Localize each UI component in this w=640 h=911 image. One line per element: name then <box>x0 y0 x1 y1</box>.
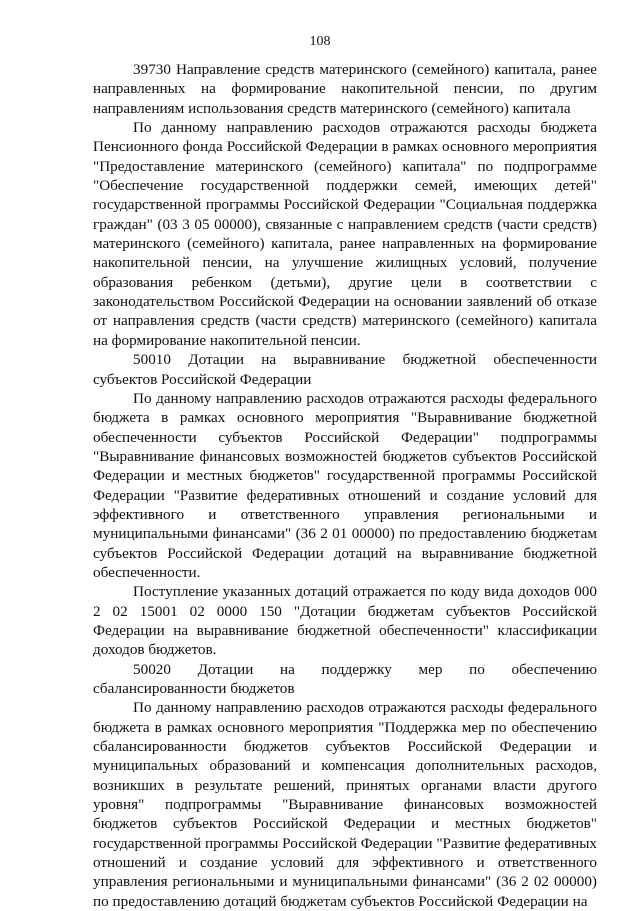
paragraph-50020-description: По данному направлению расходов отражаются расходы федерального бюджета в рамках основного мероприятия "Поддержка мер по обеспечению сбалансированности бюджетов субъектов Российской Федерации и муниципальных образований и компенсация дополнительных расходов, возникших в результате решений, принятых органами власти другого уровня" подпрограммы "Выравнивание финансовых возможностей бюджетов субъектов Российской Федерации и местных бюджетов" государственной программы Российской Федерации "Развитие федеративных отношений и создание условий для эффективного и ответственного управления региональными и муниципальными финансами" (36 2 02 00000) по предоставлению дотаций бюджетам субъектов Российской Федерации на <box>93 699 597 910</box>
document-body <box>93 60 597 911</box>
paragraph-50020-heading: 50020 Дотации на поддержку мер по обеспечению сбалансированности бюджетов <box>93 660 597 697</box>
paragraph-50010-description: По данному направлению расходов отражаются расходы федерального бюджета в рамках основного мероприятия "Выравнивание бюджетной обеспеченности субъектов Российской Федерации" подпрограммы "Выравнивание финансовых возможностей бюджетов субъектов Российской Федерации и местных бюджетов" государственной программы Российской Федерации "Развитие федеративных отношений и создание условий для эффективного и ответственного управления региональными и муниципальными финансами" (36 2 01 00000) по предоставлению бюджетам субъектов Российской Федерации дотаций на выравнивание бюджетной обеспеченности. <box>93 389 597 581</box>
page-number: 108 <box>309 34 331 49</box>
paragraph-50010-heading: 50010 Дотации на выравнивание бюджетной обеспеченности субъектов Российской Федерации <box>93 351 597 388</box>
paragraph-39730-heading: 39730 Направление средств материнского (семейного) капитала, ранее направленных на формирование накопительной пенсии, по другим направлениям использования средств материнского (семейного) капитала <box>93 61 597 117</box>
paragraph-39730-description: По данному направлению расходов отражаются расходы бюджета Пенсионного фонда Российской Федерации в рамках основного мероприятия "Предоставление материнского (семейного) капитала" по подпрограмме "Обеспечение государственной поддержки семей, имеющих детей" государственной программы Российской Федерации "Социальная поддержка граждан" (03 3 05 00000), связанные с направлением средств (части средств) материнского (семейного) капитала, ранее направленных на формирование накопительной пенсии, на улучшение жилищных условий, получение образования ребенком (детьми), другие цели в соответствии с законодательством Российской Федерации на основании заявлений об отказе от направления средств (части средств) материнского (семейного) капитала на формирование накопительной пенсии. <box>93 119 597 349</box>
paragraph-50010-income-note: Поступление указанных дотаций отражается по коду вида доходов 000 2 02 15001 02 0000 150 "Дотации бюджетам субъектов Российской Федерации на выравнивание бюджетной обеспеченности" классификации доходов бюджетов. <box>93 583 597 659</box>
